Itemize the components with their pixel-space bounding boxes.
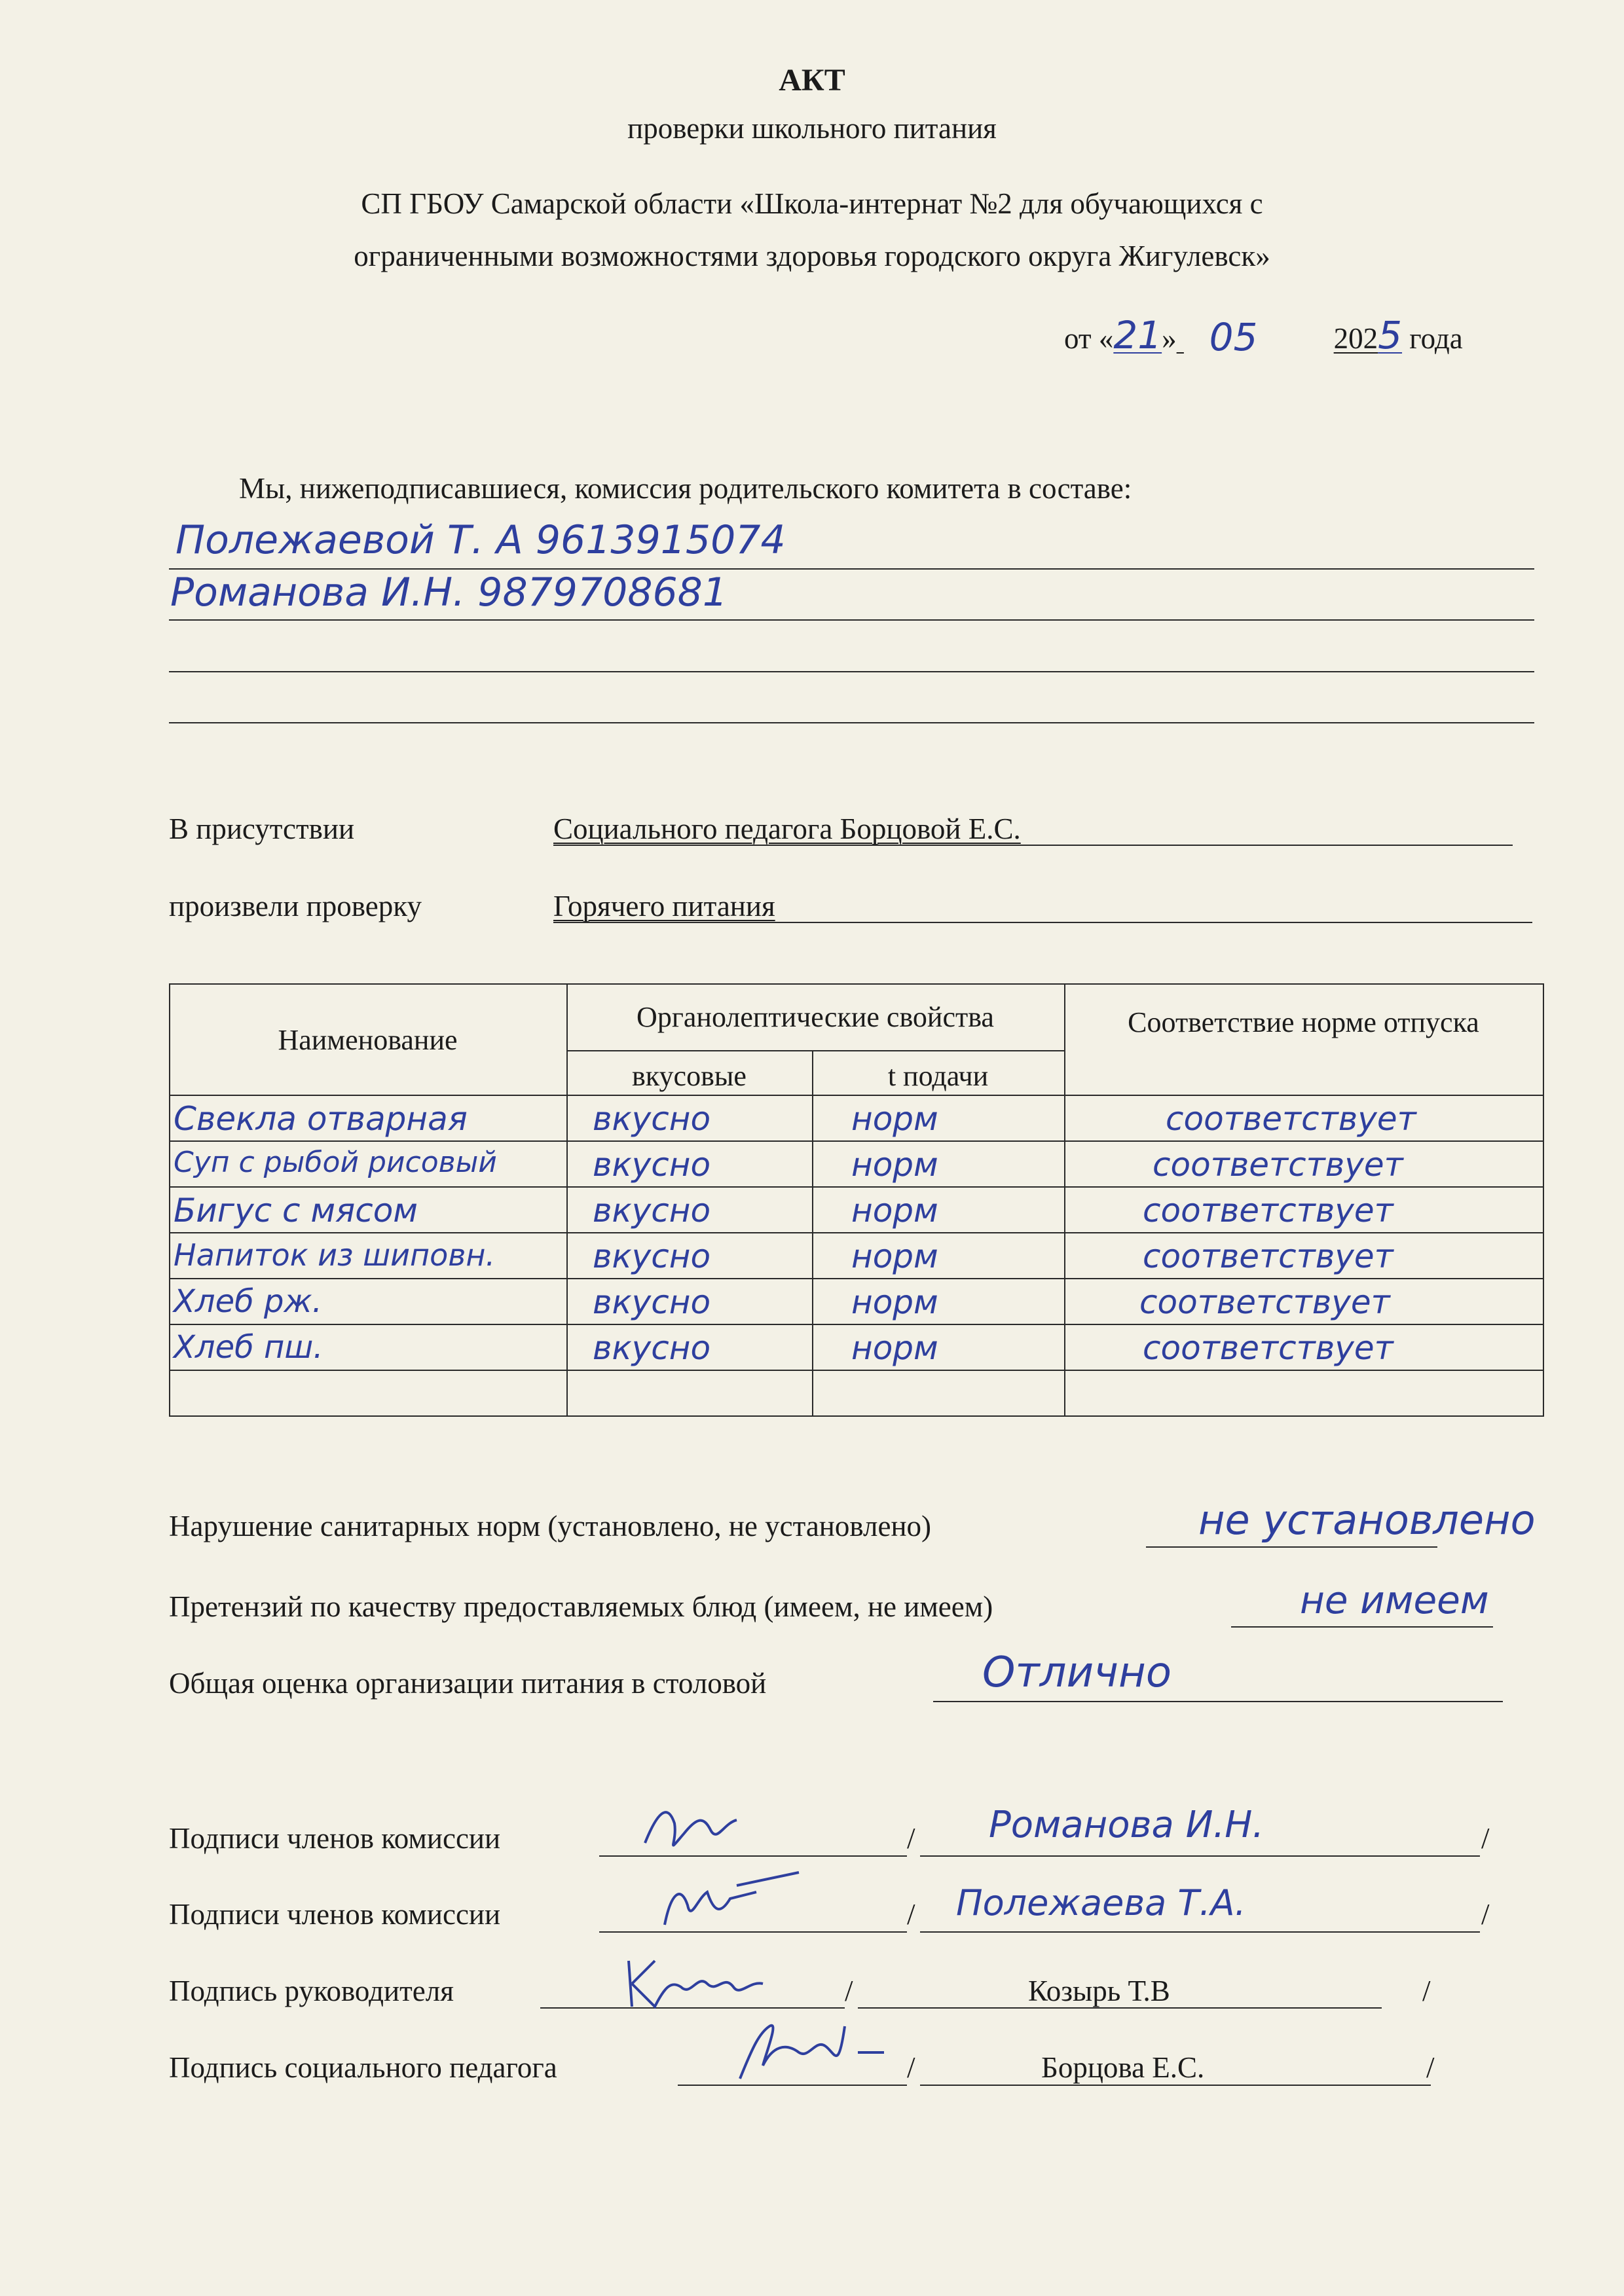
row-4-taste: вкусно <box>593 1237 711 1275</box>
date-year-handwritten: 5 <box>1378 313 1403 357</box>
row-6-temp: норм <box>851 1329 938 1367</box>
row-4-temp: норм <box>851 1237 938 1275</box>
table-col-line <box>812 1050 813 1415</box>
claims-line <box>1231 1626 1493 1628</box>
head-signature-label: Подпись руководителя <box>169 1975 454 2007</box>
members-signature-label-2: Подписи членов комиссии <box>169 1898 501 1931</box>
table-row-line <box>169 1232 1544 1233</box>
date-mid: » <box>1162 322 1177 355</box>
table-border-top <box>169 983 1544 985</box>
row-4-norm: соответствует <box>1143 1237 1393 1275</box>
commission-line-3 <box>169 671 1534 672</box>
member-2-name: Полежаева Т.А. <box>956 1882 1246 1923</box>
row-3-name: Бигус с мясом <box>174 1192 418 1230</box>
table-row-line <box>169 1186 1544 1188</box>
commission-intro: Мы, нижеподписавшиеся, комиссия родительского комитета в составе: <box>239 472 1132 505</box>
member-2-signature <box>658 1866 809 1938</box>
violation-line <box>1146 1546 1437 1548</box>
date-month: 05 <box>1209 315 1258 359</box>
organization-line-1: СП ГБОУ Самарской области «Школа-интернат №2 для обучающихся с <box>361 187 1263 220</box>
row-1-name: Свекла отварная <box>174 1100 468 1138</box>
member-2-end-slash: / <box>1481 1898 1490 1931</box>
social-signature-label: Подпись социального педагога <box>169 2051 557 2084</box>
row-3-temp: норм <box>851 1192 938 1230</box>
date-month-field <box>1177 315 1334 359</box>
row-5-temp: норм <box>851 1283 938 1321</box>
table-header-temp: t подачи <box>887 1060 989 1092</box>
row-1-taste: вкусно <box>593 1100 711 1138</box>
table-header-organoleptic: Органолептические свойства <box>637 1001 994 1033</box>
row-6-taste: вкусно <box>593 1329 711 1367</box>
commission-member-1: Полежаевой Т. А 9613915074 <box>175 517 786 563</box>
table-border-bottom <box>169 1415 1544 1417</box>
document-subtitle: проверки школьного питания <box>627 112 997 145</box>
table-row-line <box>169 1324 1544 1325</box>
check-line <box>553 922 1532 923</box>
table-subheader-line <box>566 1050 1064 1051</box>
violation-value: не установлено <box>1198 1496 1536 1544</box>
overall-value: Отлично <box>982 1649 1172 1697</box>
row-4-name: Напиток из шиповн. <box>174 1237 496 1273</box>
claims-label: Претензий по качеству предоставляемых блюд (имеем, не имеем) <box>169 1590 993 1623</box>
member-1-slash: / <box>907 1822 915 1855</box>
presence-value: Социального педагога Борцовой Е.С. <box>553 812 1021 845</box>
overall-label: Общая оценка организации питания в столовой <box>169 1667 767 1700</box>
overall-line <box>933 1701 1503 1702</box>
social-name-line <box>920 2085 1431 2086</box>
row-6-name: Хлеб пш. <box>174 1329 323 1366</box>
check-value: Горячего питания <box>553 890 775 922</box>
head-end-slash: / <box>1422 1975 1431 2007</box>
social-name: Борцова Е.С. <box>1041 2051 1205 2084</box>
organization-line-2: ограниченными возможностями здоровья городского округа Жигулевск» <box>354 240 1270 272</box>
table-header-taste: вкусовые <box>632 1060 747 1092</box>
row-3-taste: вкусно <box>593 1192 711 1230</box>
document-title: АКТ <box>779 63 845 98</box>
table-header-bottom <box>169 1095 1544 1096</box>
table-row-line <box>169 1370 1544 1371</box>
check-label: произвели проверку <box>169 890 422 922</box>
commission-line-2 <box>169 619 1534 621</box>
table-border-right <box>1543 983 1544 1415</box>
row-1-temp: норм <box>851 1100 938 1138</box>
commission-member-2: Романова И.Н. 9879708681 <box>170 570 728 615</box>
row-5-taste: вкусно <box>593 1283 711 1321</box>
table-row-line <box>169 1140 1544 1142</box>
row-6-norm: соответствует <box>1143 1329 1393 1367</box>
social-slash: / <box>907 2051 915 2084</box>
commission-line-4 <box>169 722 1534 723</box>
social-signature <box>727 2007 897 2092</box>
row-2-name: Суп с рыбой рисовый <box>174 1146 497 1179</box>
date-year-printed: 202 <box>1333 322 1378 355</box>
social-end-slash: / <box>1426 2051 1435 2084</box>
head-slash: / <box>845 1975 853 2007</box>
row-3-norm: соответствует <box>1143 1192 1393 1230</box>
table-col-line <box>1064 983 1065 1415</box>
date-line <box>1064 313 1463 357</box>
row-5-norm: соответствует <box>1139 1283 1390 1321</box>
member-1-signature <box>638 1797 756 1863</box>
row-2-temp: норм <box>851 1146 938 1184</box>
member-2-name-line <box>920 1931 1480 1933</box>
table-header-norm: Соответствие норме отпуска <box>1128 1006 1479 1038</box>
head-name: Козырь Т.В <box>1028 1975 1170 2007</box>
member-1-name-line <box>920 1855 1480 1857</box>
presence-line <box>553 845 1513 846</box>
date-suffix: года <box>1409 322 1463 355</box>
row-1-norm: соответствует <box>1166 1100 1416 1138</box>
member-1-end-slash: / <box>1481 1822 1490 1855</box>
row-5-name: Хлеб рж. <box>174 1283 322 1320</box>
table-header-name: Наименование <box>278 1024 458 1056</box>
member-2-slash: / <box>907 1898 915 1931</box>
presence-label: В присутствии <box>169 812 355 845</box>
member-1-name: Романова И.Н. <box>989 1804 1264 1846</box>
date-day: 21 <box>1113 313 1162 357</box>
row-2-taste: вкусно <box>593 1146 711 1184</box>
table-col-line <box>566 983 568 1415</box>
claims-value: не имеем <box>1300 1578 1489 1622</box>
date-prefix: от « <box>1064 322 1114 355</box>
members-signature-label-1: Подписи членов комиссии <box>169 1822 501 1855</box>
table-row-line <box>169 1278 1544 1279</box>
row-2-norm: соответствует <box>1153 1146 1403 1184</box>
violation-label: Нарушение санитарных норм (установлено, не установлено) <box>169 1510 932 1542</box>
